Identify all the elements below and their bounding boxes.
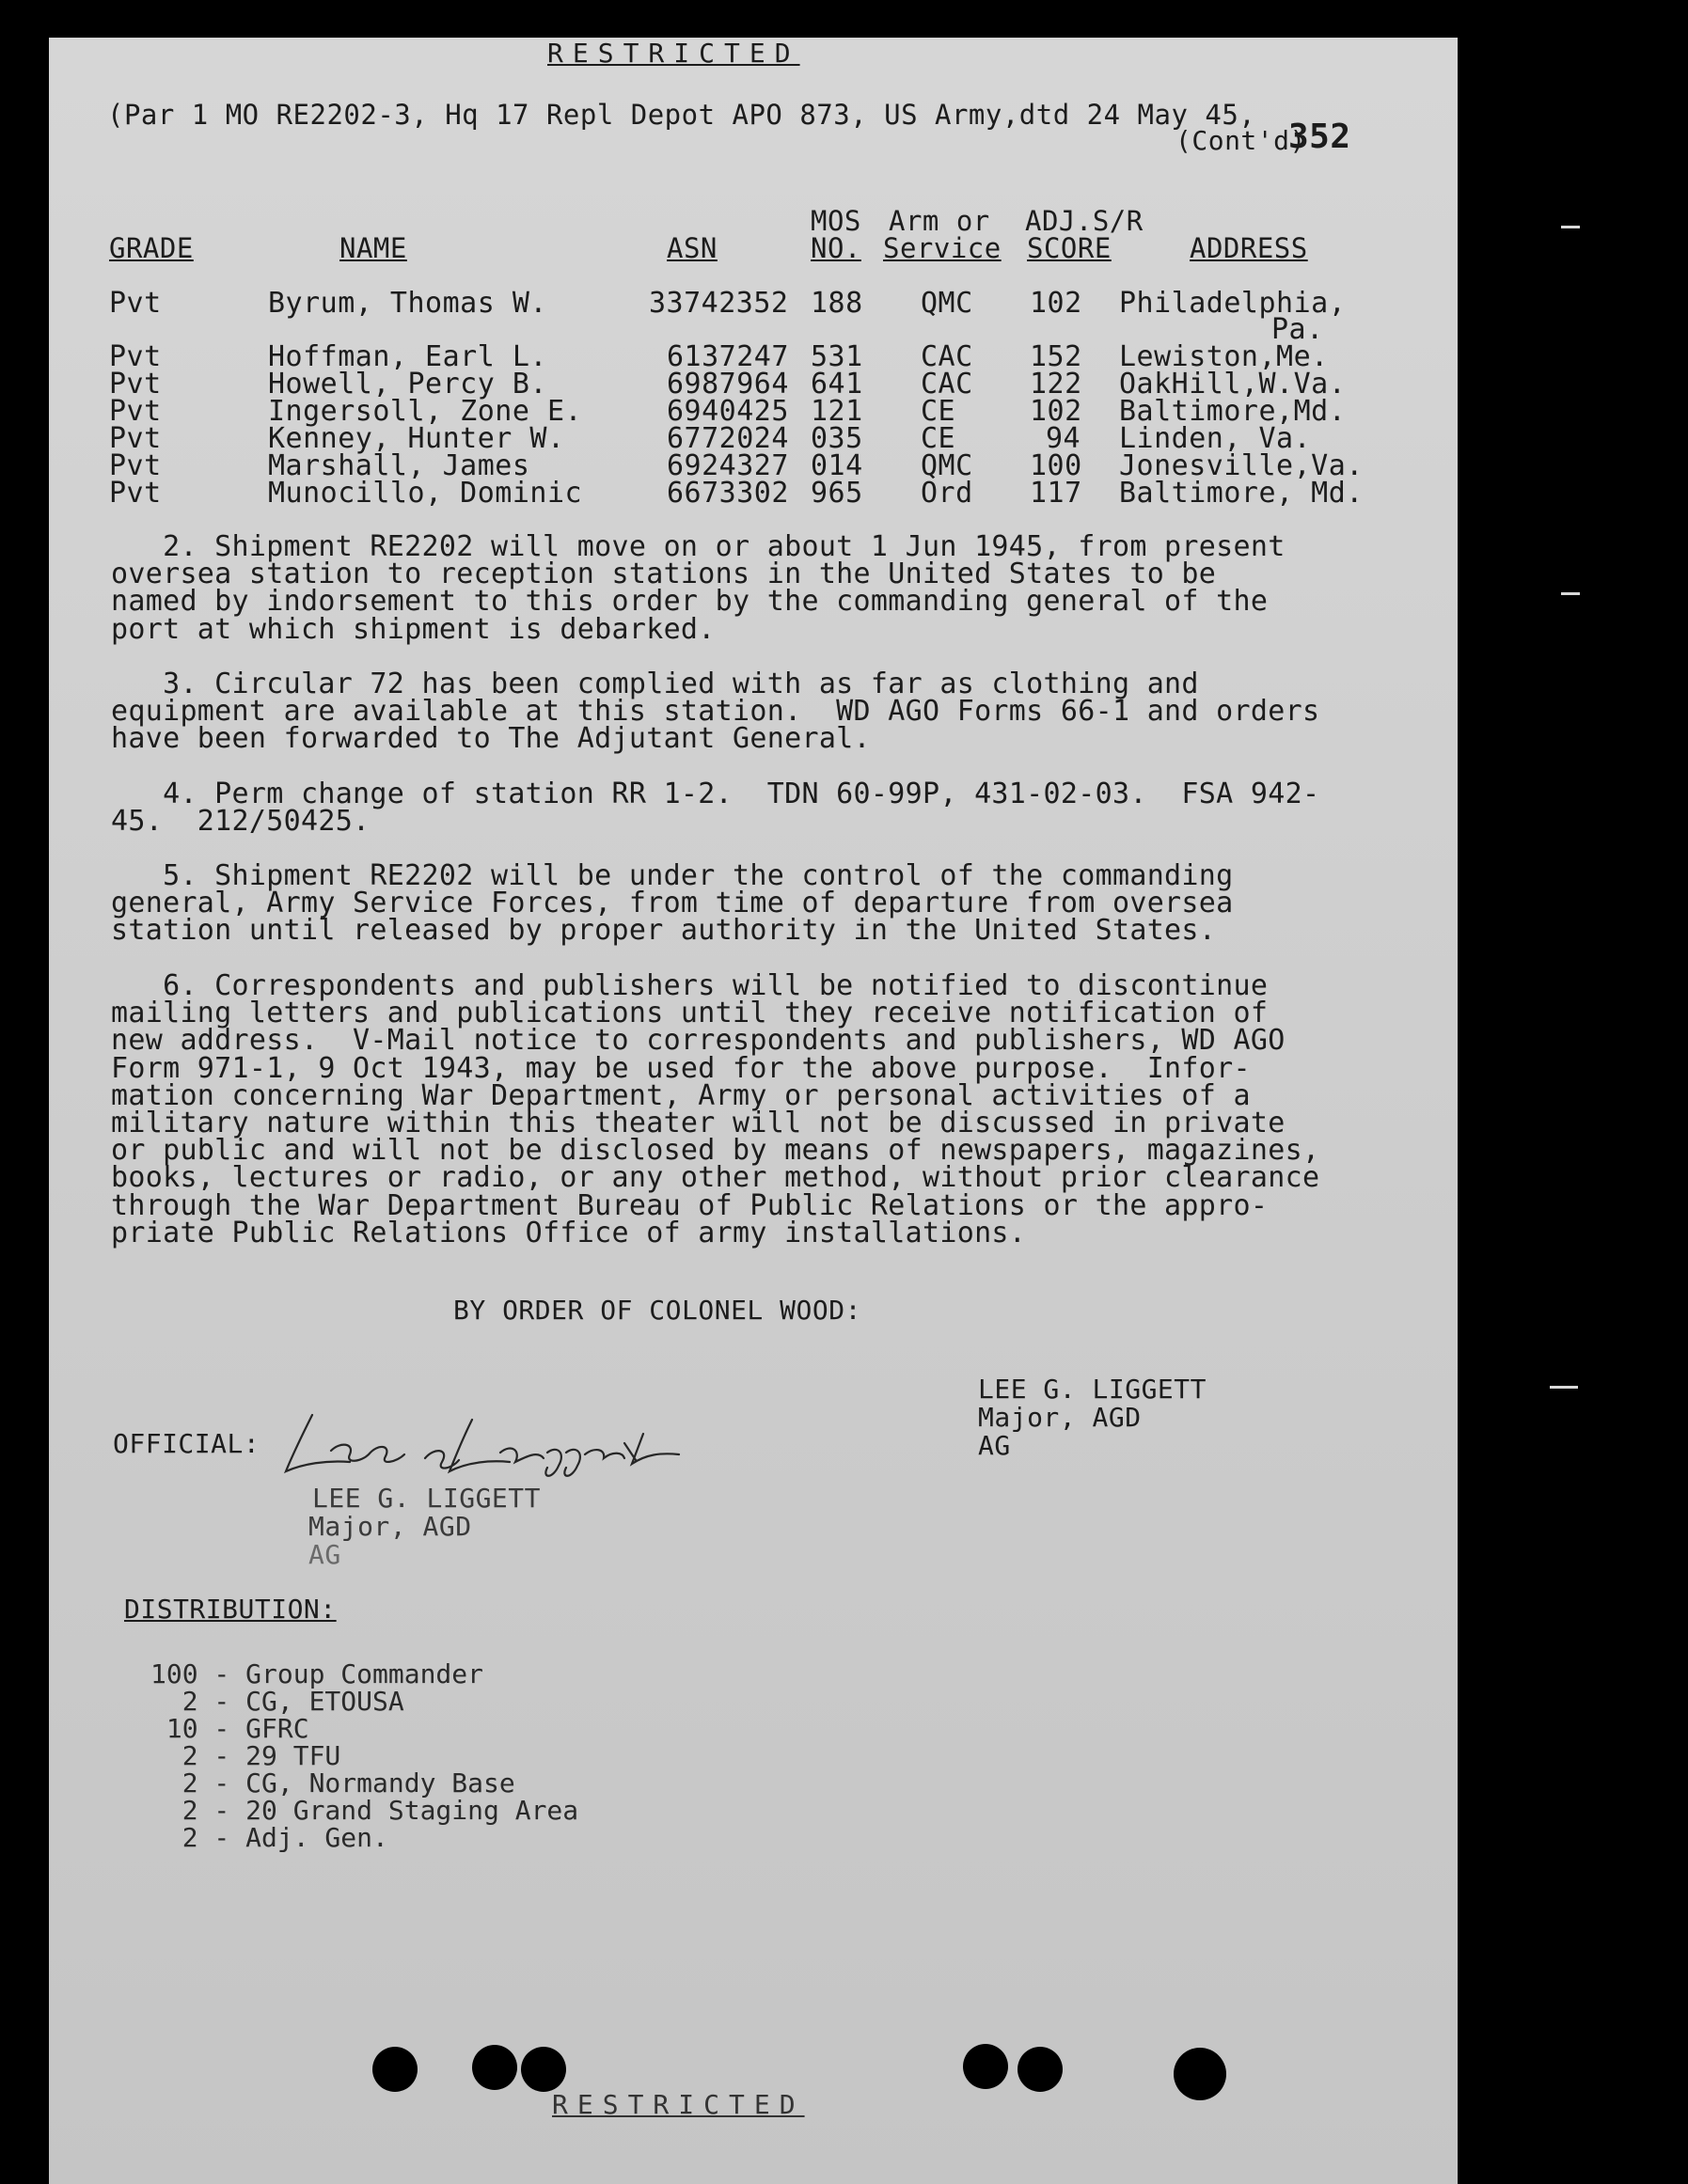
official-label: OFFICIAL: [113,1428,260,1459]
header-arm-bottom: Service [883,232,1002,264]
row-2-asn: 6987964 [667,368,789,401]
page-number: 352 [1288,118,1351,156]
row-6-address: Baltimore, Md. [1119,477,1364,510]
row-2-grade: Pvt [109,368,162,401]
document-page [49,38,1458,2184]
row-5-mos: 014 [811,449,863,482]
header-arm-top: Arm or [889,205,990,237]
row-6-score: 117 [1030,477,1082,510]
handwritten-signature [275,1406,688,1481]
row-2-score: 122 [1030,368,1082,401]
row-1-mos: 531 [811,340,863,373]
row-0-score: 102 [1030,287,1082,320]
punch-hole [963,2044,1008,2089]
header-address: ADDRESS [1190,232,1308,264]
signer-name: LEE G. LIGGETT [978,1374,1207,1405]
row-1-score: 152 [1030,340,1082,373]
paragraph-4: 4. Perm change of station RR 1-2. TDN 60-99P, 431-02-03. FSA 942- 45. 212/50425. [111,778,1320,839]
punch-hole [372,2047,418,2092]
margin-mark [1561,226,1580,228]
row-1-asn: 6137247 [667,340,789,373]
distribution-line: 2 - CG, ETOUSA [150,1686,404,1717]
distribution-line: 100 - Group Commander [150,1658,484,1689]
row-0-asn: 33742352 [649,287,789,320]
header-adj-top: ADJ.S/R [1025,205,1144,237]
row-6-grade: Pvt [109,477,162,510]
distribution-line: 2 - 20 Grand Staging Area [150,1795,579,1826]
official-title: AG [308,1539,341,1570]
row-4-name: Kenney, Hunter W. [268,422,565,455]
row-3-mos: 121 [811,395,863,428]
row-3-address: Baltimore,Md. [1119,395,1347,428]
classification-top: RESTRICTED [547,38,800,69]
distribution-line: 2 - 29 TFU [150,1740,341,1771]
row-3-score: 102 [1030,395,1082,428]
classification-bottom: RESTRICTED [552,2089,805,2120]
row-5-asn: 6924327 [667,449,789,482]
row-4-mos: 035 [811,422,863,455]
row-5-arm: QMC [921,449,973,482]
row-3-asn: 6940425 [667,395,789,428]
row-6-arm: Ord [921,477,973,510]
row-0-address: Philadelphia, [1119,287,1347,320]
paragraph-3: 3. Circular 72 has been complied with as far as clothing and equipment are available at this station. WD AGO Forms 66-1 and orders have been forwarded to The Adjutant General. [111,668,1320,756]
row-5-grade: Pvt [109,449,162,482]
paragraph-2: 2. Shipment RE2202 will move on or about 1 Jun 1945, from present oversea station to reception stations in the United States to be named by indorsement to this order by the commanding general of the port at which shipment is debarked. [111,530,1286,646]
row-6-name: Munocillo, Dominic [268,477,583,510]
row-3-grade: Pvt [109,395,162,428]
row-3-arm: CE [921,395,956,428]
margin-mark [1561,592,1580,595]
row-4-arm: CE [921,422,956,455]
row-2-address: OakHill,W.Va. [1119,368,1347,401]
punch-hole [472,2045,517,2090]
row-0-name: Byrum, Thomas W. [268,287,547,320]
punch-hole [1018,2047,1063,2092]
margin-mark [1550,1386,1578,1389]
row-1-grade: Pvt [109,340,162,373]
header-adj-bottom: SCORE [1027,232,1112,264]
row-4-address: Linden, Va. [1119,422,1312,455]
row-6-mos: 965 [811,477,863,510]
distribution-label: DISTRIBUTION: [124,1594,337,1625]
row-0-grade: Pvt [109,287,162,320]
row-1-name: Hoffman, Earl L. [268,340,547,373]
row-4-asn: 6772024 [667,422,789,455]
continued-note: (Cont'd) [1175,125,1306,156]
paragraph-5: 5. Shipment RE2202 will be under the control of the commanding general, Army Service Forces, from time of departure from oversea station until released by proper authority in the United States. [111,859,1234,948]
row-5-name: Marshall, James [268,449,530,482]
row-1-arm: CAC [921,340,973,373]
header-grade: GRADE [109,232,194,264]
header-asn: ASN [667,232,718,264]
by-order-line: BY ORDER OF COLONEL WOOD: [453,1295,861,1326]
official-rank: Major, AGD [308,1511,472,1542]
header-mos-top: MOS [811,205,861,237]
row-4-score: 94 [1046,422,1081,455]
row-0-address-line2: Pa. [1271,313,1324,346]
row-3-name: Ingersoll, Zone E. [268,395,583,428]
order-reference: (Par 1 MO RE2202-3, Hq 17 Repl Depot APO 873, US Army,dtd 24 May 45, [107,99,1256,131]
row-5-score: 100 [1030,449,1082,482]
row-6-asn: 6673302 [667,477,789,510]
row-4-grade: Pvt [109,422,162,455]
row-2-arm: CAC [921,368,973,401]
row-2-name: Howell, Percy B. [268,368,547,401]
row-0-mos: 188 [811,287,863,320]
distribution-line: 10 - GFRC [150,1713,309,1744]
official-name: LEE G. LIGGETT [312,1483,542,1514]
header-mos-bottom: NO. [811,232,861,264]
distribution-line: 2 - CG, Normandy Base [150,1768,515,1799]
signer-title: AG [978,1430,1011,1461]
row-5-address: Jonesville,Va. [1119,449,1364,482]
punch-hole [1174,2048,1226,2100]
paragraph-6: 6. Correspondents and publishers will be notified to discontinue mailing letters and publications until they receive notification of new address. V-Mail notice to correspondents and publishers, WD AGO Form 971-1, 9 Oct 1943, may be used for the above purpose. Infor- mation concerning War Department, Army or personal activities of a military nature within this theater will not be discussed in private or public and will not be disclosed by means of newspapers, magazines, books, lectures or radio, or any other method, without prior clearance through the War Department Bureau of Public Relations or the appro- priate Public Relations Office of army installations. [111,969,1320,1249]
punch-hole [521,2047,566,2092]
signer-rank: Major, AGD [978,1402,1142,1433]
row-2-mos: 641 [811,368,863,401]
header-name: NAME [339,232,407,264]
row-0-arm: QMC [921,287,973,320]
row-1-address: Lewiston,Me. [1119,340,1329,373]
distribution-line: 2 - Adj. Gen. [150,1822,388,1853]
